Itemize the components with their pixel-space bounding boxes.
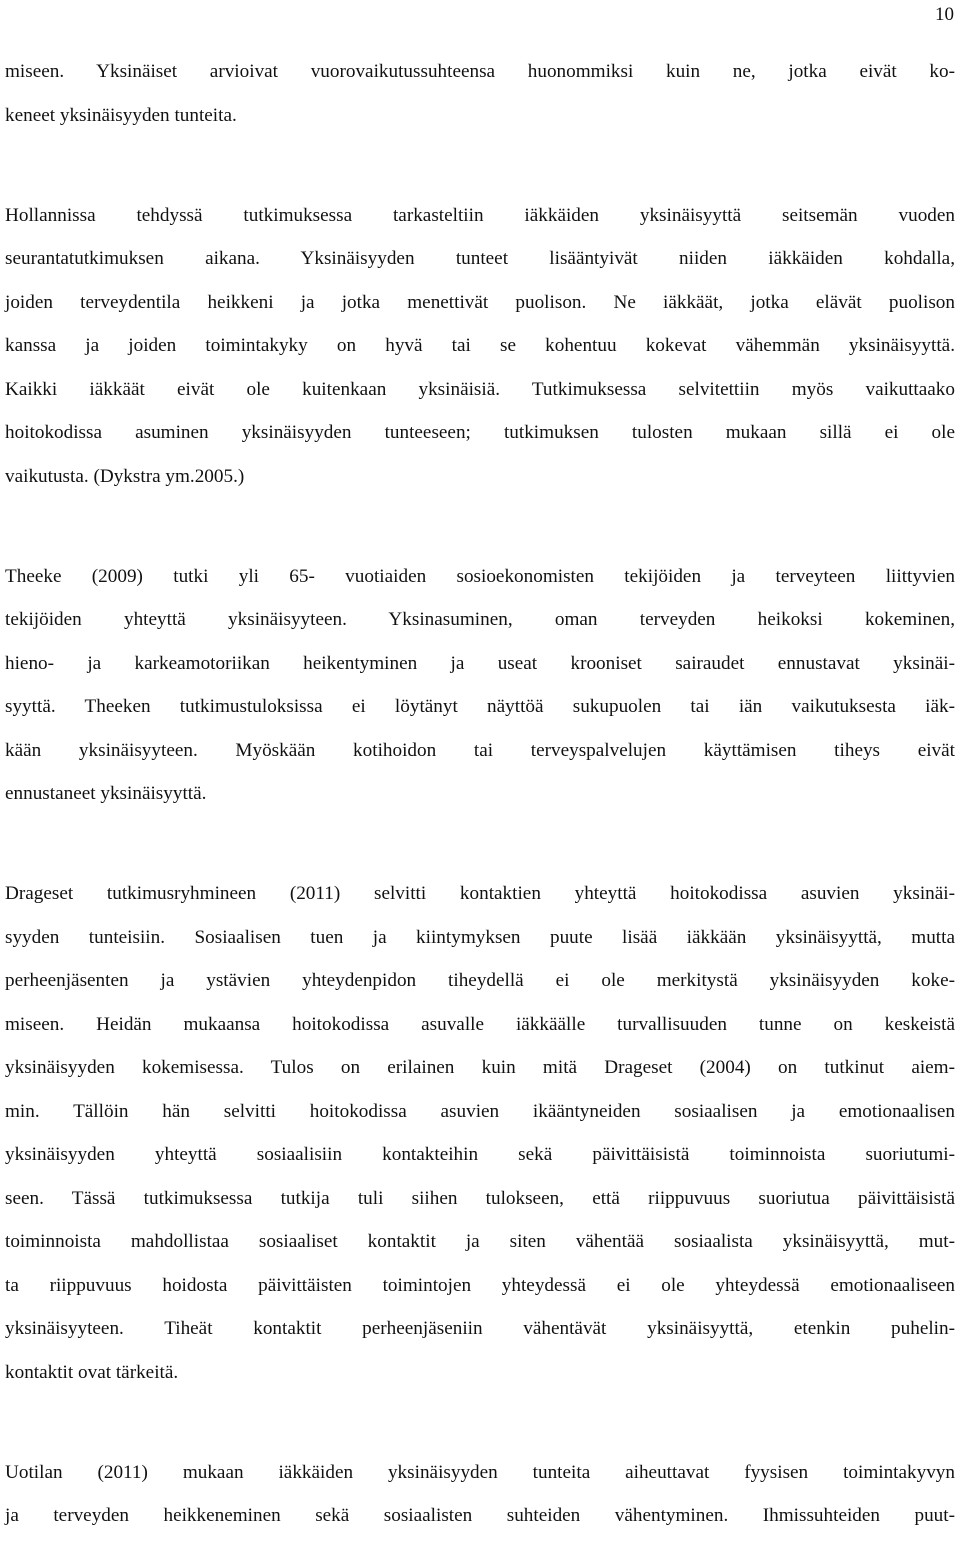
text-line: syyden tunteisiin. Sosiaalisen tuen ja kiintymyksen puute lisää iäkkään yksinäisyyttä, mutta [5,927,955,948]
text-line: kontaktit ovat tärkeitä. [5,1362,179,1383]
text-line: tekijöiden yhteyttä yksinäisyyteen. Yksinasuminen, oman terveyden heikoksi kokeminen, [5,609,955,630]
text-line: toiminnoista mahdollistaa sosiaaliset kontaktit ja siten vähentää sosiaalista yksinäisyyttä, mut- [5,1231,955,1252]
page-number: 10 [935,4,954,25]
text-line: ja terveyden heikkeneminen sekä sosiaalisten suhteiden vähentyminen. Ihmissuhteiden puut- [5,1505,955,1526]
text-line: min. Tällöin hän selvitti hoitokodissa asuvien ikääntyneiden sosiaalisen ja emotionaalisen [5,1101,955,1122]
text-line: seen. Tässä tutkimuksessa tutkija tuli siihen tulokseen, että riippuvuus suoriutua päivittäisistä [5,1188,955,1209]
text-line: seurantatutkimuksen aikana. Yksinäisyyden tunteet lisääntyivät niiden iäkkäiden kohdalla, [5,248,955,269]
text-line: vaikutusta. (Dykstra ym.2005.) [5,466,245,487]
text-line: miseen. Yksinäiset arvioivat vuorovaikutussuhteensa huonommiksi kuin ne, jotka eivät ko- [5,61,955,82]
text-line: kanssa ja joiden toimintakyky on hyvä tai se kohentuu kokevat vähemmän yksinäisyyttä. [5,335,955,356]
text-line: perheenjäsenten ja ystävien yhteydenpidon tiheydellä ei ole merkitystä yksinäisyyden koke- [5,970,955,991]
text-line: hieno- ja karkeamotoriikan heikentyminen ja useat krooniset sairaudet ennustavat yksinäi- [5,653,955,674]
text-line: yksinäisyyteen. Tiheät kontaktit perheenjäseniin vähentävät yksinäisyyttä, etenkin puhelin- [5,1318,955,1339]
text-line: ta riippuvuus hoidosta päivittäisten toimintojen yhteydessä ei ole yhteydessä emotionaaliseen [5,1275,955,1296]
text-line: Hollannissa tehdyssä tutkimuksessa tarkasteltiin iäkkäiden yksinäisyyttä seitsemän vuoden [5,205,955,226]
text-line: Kaikki iäkkäät eivät ole kuitenkaan yksinäisiä. Tutkimuksessa selvitettiin myös vaikuttaako [5,379,955,400]
text-line: joiden terveydentila heikkeni ja jotka menettivät puolison. Ne iäkkäät, jotka elävät puolison [5,292,955,313]
text-line: syyttä. Theeken tutkimustuloksissa ei löytänyt näyttöä sukupuolen tai iän vaikutuksesta iäk- [5,696,955,717]
text-line: ennustaneet yksinäisyyttä. [5,783,207,804]
text-line: yksinäisyyden yhteyttä sosiaalisiin kontakteihin sekä päivittäisistä toiminnoista suoriutumi- [5,1144,955,1165]
text-line: miseen. Heidän mukaansa hoitokodissa asuvalle iäkkäälle turvallisuuden tunne on keskeistä [5,1014,955,1035]
text-line: kään yksinäisyyteen. Myöskään kotihoidon tai terveyspalvelujen käyttämisen tiheys eivät [5,740,955,761]
text-line: Drageset tutkimusryhmineen (2011) selvitti kontaktien yhteyttä hoitokodissa asuvien yksinäi- [5,883,955,904]
text-line: hoitokodissa asuminen yksinäisyyden tunteeseen; tutkimuksen tulosten mukaan sillä ei ole [5,422,955,443]
text-line: yksinäisyyden kokemisessa. Tulos on erilainen kuin mitä Drageset (2004) on tutkinut aiem- [5,1057,955,1078]
text-line: Uotilan (2011) mukaan iäkkäiden yksinäisyyden tunteita aiheuttavat fyysisen toimintakyvyn [5,1462,955,1483]
text-line: keneet yksinäisyyden tunteita. [5,105,237,126]
text-line: Theeke (2009) tutki yli 65- vuotiaiden sosioekonomisten tekijöiden ja terveyteen liittyvien [5,566,955,587]
